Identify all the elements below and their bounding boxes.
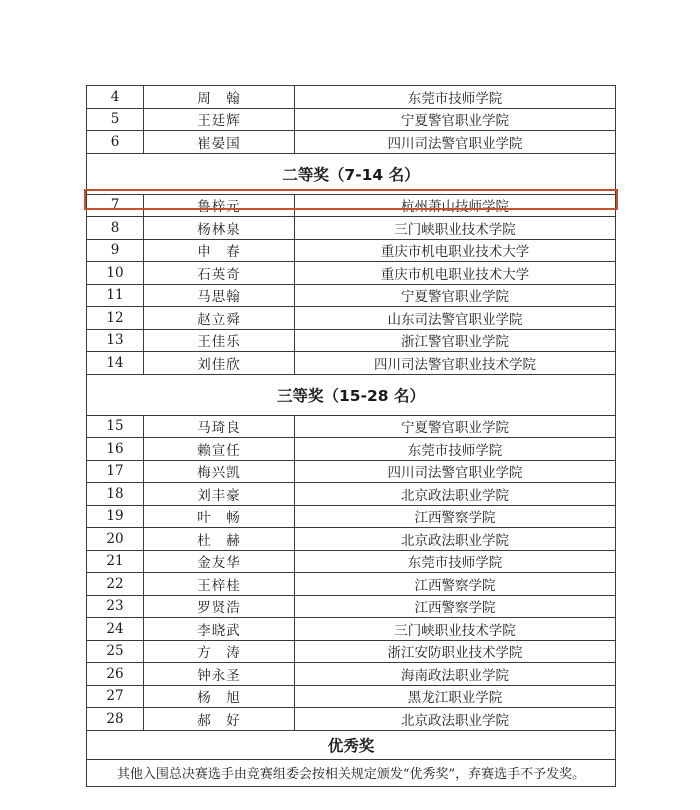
name-cell: 申 春 [144, 239, 295, 262]
school-cell: 黑龙江职业学院 [295, 685, 616, 708]
school-cell: 杭州萧山技师学院 [295, 194, 616, 217]
excellence-heading-row [87, 730, 616, 759]
name-cell: 王廷辉 [144, 108, 295, 131]
school-cell: 三门峡职业技术学院 [295, 618, 616, 641]
name-cell: 马思翰 [144, 284, 295, 307]
table-row [87, 131, 616, 154]
name-cell: 郝 好 [144, 708, 295, 731]
table-row [87, 573, 616, 596]
school-cell: 东莞市技师学院 [295, 438, 616, 461]
table-row [87, 505, 616, 528]
rank-cell: 23 [87, 595, 144, 618]
table-row [87, 618, 616, 641]
rank-cell: 22 [87, 573, 144, 596]
rank-cell: 24 [87, 618, 144, 641]
name-cell: 崔晏国 [144, 131, 295, 154]
school-cell: 海南政法职业学院 [295, 663, 616, 686]
school-cell: 浙江警官职业学院 [295, 329, 616, 352]
rank-cell: 18 [87, 483, 144, 506]
rank-cell: 12 [87, 307, 144, 330]
school-cell: 重庆市机电职业技术大学 [295, 262, 616, 285]
name-cell: 马琦良 [144, 415, 295, 438]
table-row [87, 307, 616, 330]
name-cell: 王梓桂 [144, 573, 295, 596]
rank-cell: 21 [87, 550, 144, 573]
rank-cell: 11 [87, 284, 144, 307]
second-prize-heading: 二等奖（7-14 名） [87, 153, 616, 194]
table-row [87, 284, 616, 307]
rank-cell: 15 [87, 415, 144, 438]
table-row [87, 528, 616, 551]
table-row [87, 108, 616, 131]
name-cell: 钟永圣 [144, 663, 295, 686]
rank-cell: 20 [87, 528, 144, 551]
school-cell: 北京政法职业学院 [295, 483, 616, 506]
table-row [87, 262, 616, 285]
school-cell: 宁夏警官职业学院 [295, 284, 616, 307]
table-row [87, 352, 616, 375]
rank-cell: 9 [87, 239, 144, 262]
name-cell: 杨林泉 [144, 217, 295, 240]
table-row [87, 460, 616, 483]
table-row [87, 640, 616, 663]
name-cell: 罗贤浩 [144, 595, 295, 618]
name-cell: 叶 畅 [144, 505, 295, 528]
name-cell: 王佳乐 [144, 329, 295, 352]
table-row [87, 550, 616, 573]
third-prize-heading: 三等奖（15-28 名） [87, 374, 616, 415]
rank-cell: 5 [87, 108, 144, 131]
school-cell: 江西警察学院 [295, 573, 616, 596]
name-cell: 梅兴凯 [144, 460, 295, 483]
name-cell: 周 翰 [144, 86, 295, 109]
excellence-note: 其他入围总决赛选手由竞赛组委会按相关规定颁发“优秀奖”，弃赛选手不予发奖。 [87, 759, 616, 786]
school-cell: 四川司法警官职业学院 [295, 131, 616, 154]
table-row [87, 685, 616, 708]
rank-cell: 26 [87, 663, 144, 686]
rank-cell: 8 [87, 217, 144, 240]
name-cell: 赖宣任 [144, 438, 295, 461]
school-cell: 浙江安防职业技术学院 [295, 640, 616, 663]
rank-cell: 4 [87, 86, 144, 109]
table-row [87, 708, 616, 731]
school-cell: 宁夏警官职业学院 [295, 415, 616, 438]
table-row [87, 239, 616, 262]
third-prize-heading-row [87, 374, 616, 415]
table-row [87, 438, 616, 461]
excellence-note-row [87, 759, 616, 786]
rank-cell: 13 [87, 329, 144, 352]
name-cell: 赵立舜 [144, 307, 295, 330]
rank-cell: 25 [87, 640, 144, 663]
name-cell: 刘佳欣 [144, 352, 295, 375]
name-cell: 杨 旭 [144, 685, 295, 708]
rank-cell: 6 [87, 131, 144, 154]
table-row [87, 329, 616, 352]
name-cell: 金友华 [144, 550, 295, 573]
rank-cell: 7 [87, 194, 144, 217]
rank-cell: 16 [87, 438, 144, 461]
school-cell: 宁夏警官职业学院 [295, 108, 616, 131]
rank-cell: 28 [87, 708, 144, 731]
table-row [87, 415, 616, 438]
table-row [87, 86, 616, 109]
school-cell: 四川司法警官职业技术学院 [295, 352, 616, 375]
rank-cell: 10 [87, 262, 144, 285]
school-cell: 东莞市技师学院 [295, 86, 616, 109]
award-results-table [86, 85, 614, 787]
school-cell: 江西警察学院 [295, 505, 616, 528]
rank-cell: 19 [87, 505, 144, 528]
table-row [87, 217, 616, 240]
table-row [87, 194, 616, 217]
table-row [87, 595, 616, 618]
name-cell: 李晓武 [144, 618, 295, 641]
name-cell: 刘丰豪 [144, 483, 295, 506]
school-cell: 三门峡职业技术学院 [295, 217, 616, 240]
table-row [87, 663, 616, 686]
second-prize-heading-row [87, 153, 616, 194]
school-cell: 重庆市机电职业技术大学 [295, 239, 616, 262]
school-cell: 四川司法警官职业学院 [295, 460, 616, 483]
school-cell: 江西警察学院 [295, 595, 616, 618]
rank-cell: 27 [87, 685, 144, 708]
table-row [87, 483, 616, 506]
school-cell: 山东司法警官职业学院 [295, 307, 616, 330]
name-cell: 杜 赫 [144, 528, 295, 551]
school-cell: 北京政法职业学院 [295, 528, 616, 551]
school-cell: 北京政法职业学院 [295, 708, 616, 731]
name-cell: 鲁梓元 [144, 194, 295, 217]
rank-cell: 17 [87, 460, 144, 483]
name-cell: 石英奇 [144, 262, 295, 285]
excellence-heading: 优秀奖 [87, 730, 616, 759]
name-cell: 方 涛 [144, 640, 295, 663]
school-cell: 东莞市技师学院 [295, 550, 616, 573]
rank-cell: 14 [87, 352, 144, 375]
